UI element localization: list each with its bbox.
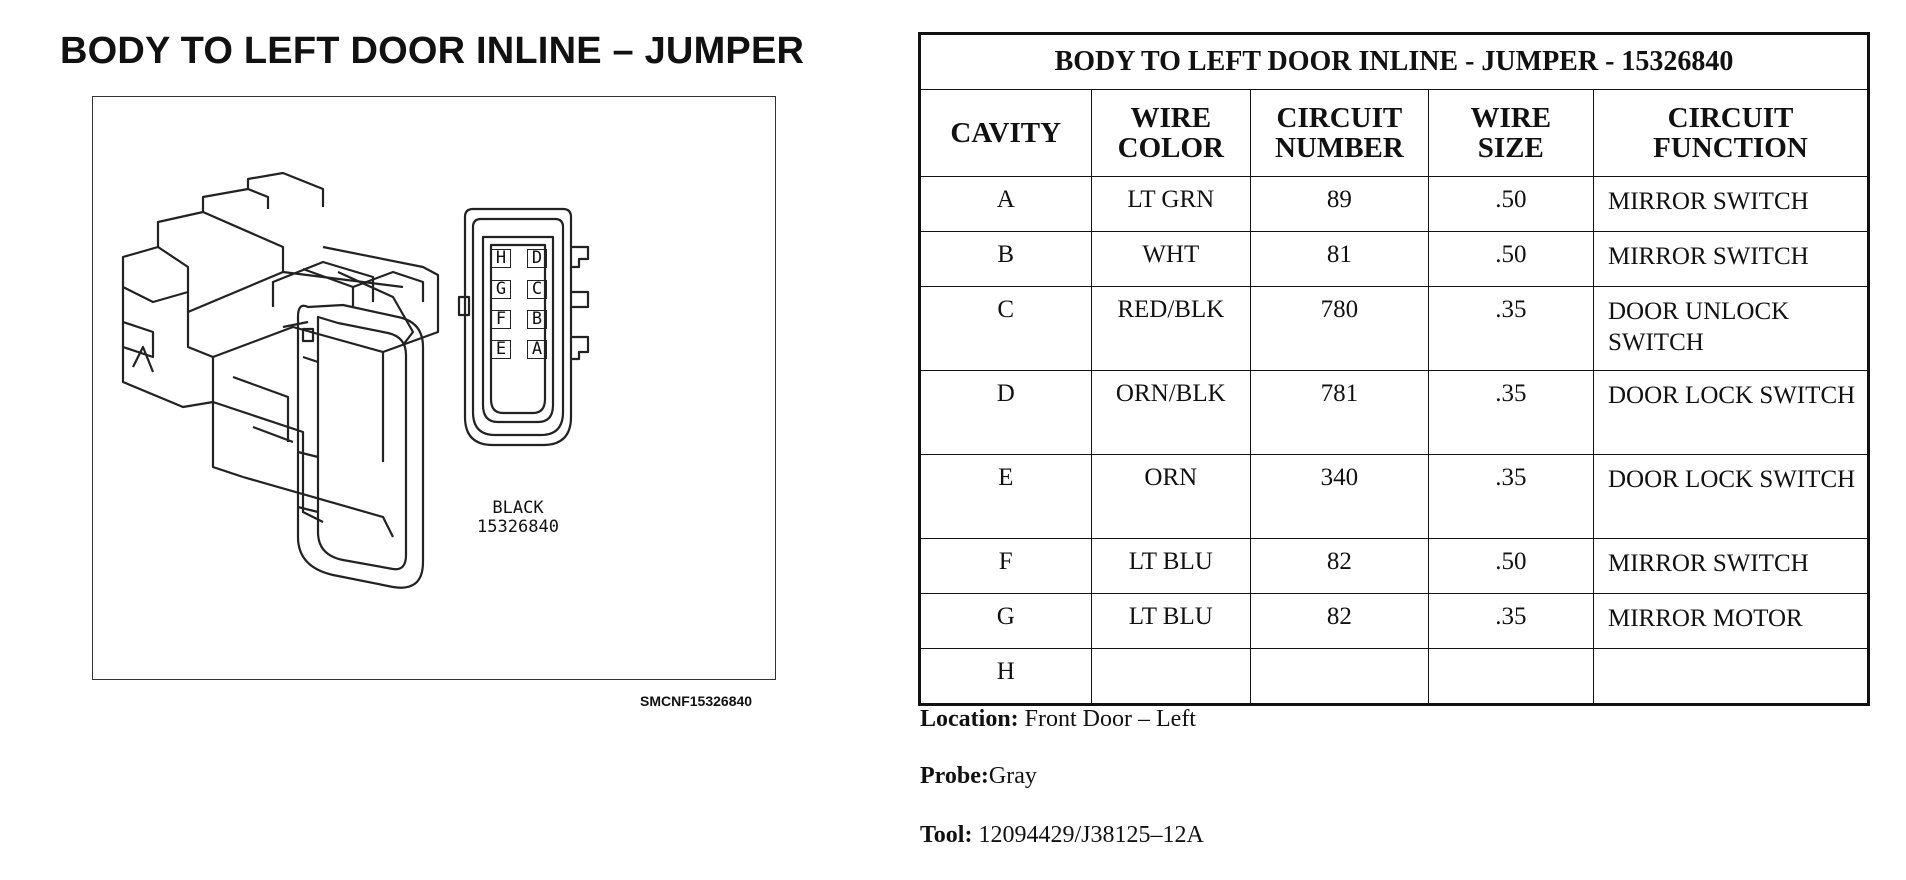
probe-label: Probe:: [920, 763, 989, 789]
cell-cavity: E: [920, 455, 1092, 539]
cell-circuit-number: 89: [1251, 177, 1429, 232]
table-row: [920, 287, 1869, 371]
cell-wire-size: .50: [1428, 177, 1593, 232]
cavity-label-E: E: [491, 340, 511, 359]
cell-cavity: H: [920, 649, 1092, 705]
cell-cavity: A: [920, 177, 1092, 232]
cavity-label-F: F: [491, 310, 511, 329]
cell-circuit-number: 82: [1251, 594, 1429, 649]
figure-code: SMCNF15326840: [640, 693, 753, 709]
cell-wire-size: .35: [1428, 371, 1593, 455]
cell-cavity: C: [920, 287, 1092, 371]
table-row: [920, 232, 1869, 287]
cell-wire-color: LT BLU: [1091, 594, 1251, 649]
header-cavity: CAVITY: [920, 90, 1092, 177]
connector-drawing: [93, 97, 777, 681]
header-circuit-function: CIRCUIT FUNCTION: [1593, 90, 1868, 177]
cell-circuit-function: MIRROR SWITCH: [1593, 232, 1868, 287]
pinout-table: [918, 32, 1870, 706]
table-row: [920, 371, 1869, 455]
table-row: [920, 594, 1869, 649]
tool-label: Tool:: [920, 822, 973, 848]
cavity-label-B: B: [527, 310, 547, 329]
cell-cavity: B: [920, 232, 1092, 287]
cell-circuit-function: DOOR LOCK SWITCH: [1593, 455, 1868, 539]
cell-circuit-function: [1593, 649, 1868, 705]
cell-cavity: F: [920, 539, 1092, 594]
cavity-label-A: A: [527, 340, 547, 359]
cavity-label-H: H: [491, 249, 511, 268]
table-header-row: [920, 90, 1869, 177]
cell-wire-size: .50: [1428, 232, 1593, 287]
header-wire-color: WIRE COLOR: [1091, 90, 1251, 177]
connector-body-iso: [123, 173, 438, 588]
cell-circuit-number: 81: [1251, 232, 1429, 287]
cell-wire-color: RED/BLK: [1091, 287, 1251, 371]
cell-wire-color: [1091, 649, 1251, 705]
cell-circuit-number: [1251, 649, 1429, 705]
cell-cavity: G: [920, 594, 1092, 649]
connector-part-label: 15326840: [477, 517, 559, 537]
cell-wire-size: .50: [1428, 539, 1593, 594]
cell-cavity: D: [920, 371, 1092, 455]
cell-circuit-function: DOOR UNLOCK SWITCH: [1593, 287, 1868, 371]
cell-circuit-function: MIRROR SWITCH: [1593, 177, 1868, 232]
table-row: [920, 455, 1869, 539]
header-wire-size: WIRE SIZE: [1428, 90, 1593, 177]
diagram-title: BODY TO LEFT DOOR INLINE – JUMPER: [60, 30, 805, 72]
cell-circuit-number: 340: [1251, 455, 1429, 539]
cell-wire-color: LT BLU: [1091, 539, 1251, 594]
connector-front-view: [459, 209, 588, 445]
cavity-label-C: C: [527, 280, 547, 299]
table-title: BODY TO LEFT DOOR INLINE - JUMPER - 15326840: [920, 34, 1869, 90]
cell-circuit-function: DOOR LOCK SWITCH: [1593, 371, 1868, 455]
cell-circuit-function: MIRROR MOTOR: [1593, 594, 1868, 649]
cavity-label-D: D: [527, 249, 547, 268]
location-value: Front Door – Left: [1018, 706, 1196, 732]
tool-line: [920, 822, 1204, 849]
cell-circuit-number: 781: [1251, 371, 1429, 455]
cell-circuit-number: 82: [1251, 539, 1429, 594]
connector-figure: [92, 96, 776, 680]
table-row: [920, 539, 1869, 594]
cavity-label-G: G: [491, 280, 511, 299]
cell-wire-size: .35: [1428, 287, 1593, 371]
location-line: [920, 706, 1196, 733]
probe-value: Gray: [988, 763, 1037, 789]
cell-wire-size: .35: [1428, 455, 1593, 539]
header-circuit-number: CIRCUIT NUMBER: [1251, 90, 1429, 177]
table-row: [920, 649, 1869, 705]
cell-wire-color: ORN: [1091, 455, 1251, 539]
location-label: Location:: [920, 706, 1019, 732]
table-row: [920, 177, 1869, 232]
cell-circuit-function: MIRROR SWITCH: [1593, 539, 1868, 594]
connector-color-label: BLACK: [492, 498, 544, 518]
cell-wire-color: ORN/BLK: [1091, 371, 1251, 455]
cell-wire-size: [1428, 649, 1593, 705]
tool-value: 12094429/J38125–12A: [972, 822, 1204, 848]
cell-wire-color: LT GRN: [1091, 177, 1251, 232]
cell-wire-color: WHT: [1091, 232, 1251, 287]
cell-circuit-number: 780: [1251, 287, 1429, 371]
cell-wire-size: .35: [1428, 594, 1593, 649]
probe-line: [920, 763, 1037, 790]
